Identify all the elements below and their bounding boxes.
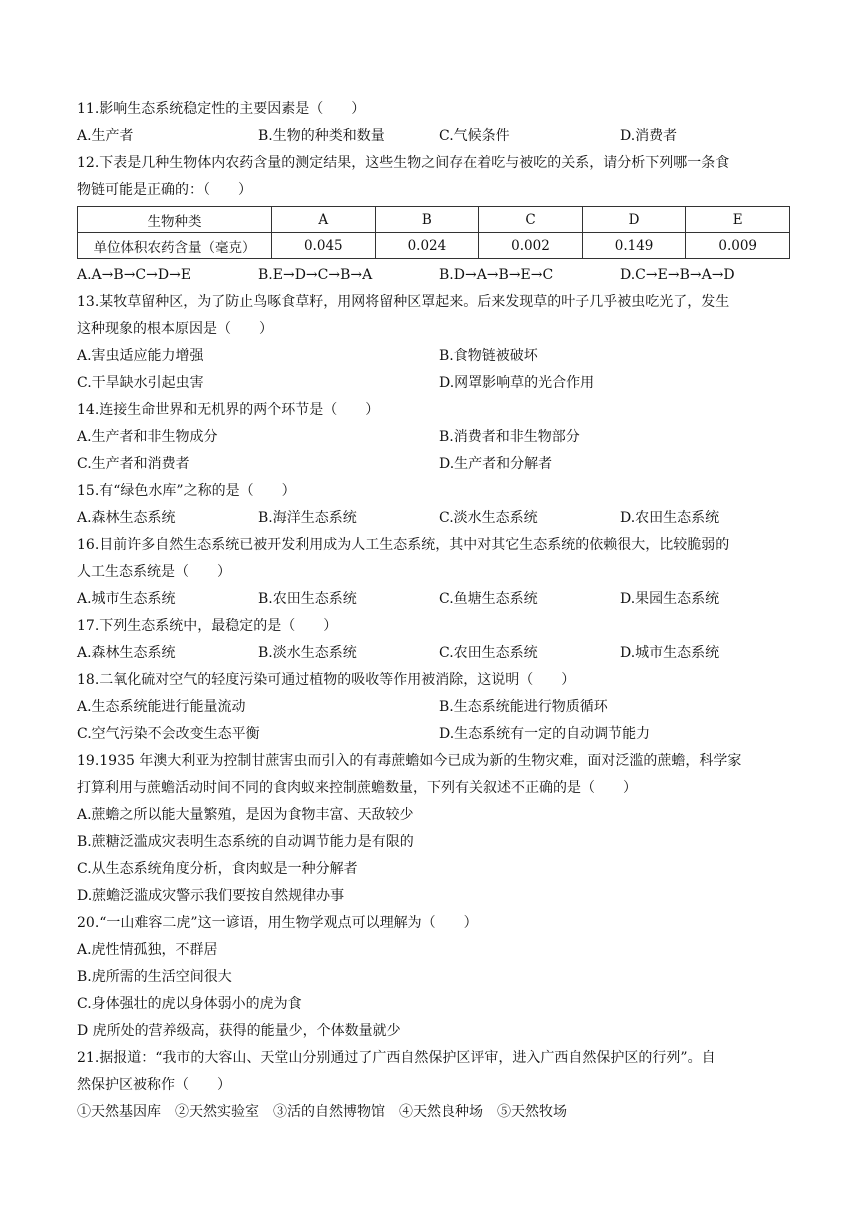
question-stem-line-2: 这种现象的根本原因是（ ） — [77, 321, 273, 337]
question-stem: 11.影响生态系统稳定性的主要因素是（ ） — [77, 101, 366, 117]
table-row — [78, 233, 790, 259]
question-stem-line-2: 打算利用与蔗蟾活动时间不同的食肉蚁来控制蔗蟾数量，下列有关叙述不正确的是（ ） — [77, 780, 637, 796]
option-c: C.干旱缺水引起虫害 — [77, 375, 204, 391]
table-cell: 0.045 — [272, 233, 376, 259]
table-cell: B — [375, 207, 479, 233]
option-b: B.海洋生态系统 — [258, 510, 357, 526]
options-row — [77, 343, 790, 370]
question-19 — [77, 748, 790, 910]
question-11 — [77, 96, 790, 150]
table-header-row — [78, 207, 790, 233]
option-c: C.农田生态系统 — [439, 645, 538, 661]
question-stem: 17.下列生态系统中，最稳定的是（ ） — [77, 618, 338, 634]
option-a: A.生态系统能进行能量流动 — [77, 699, 246, 715]
options-row — [77, 262, 790, 289]
option-d: D.农田生态系统 — [620, 510, 720, 526]
option-b: B.淡水生态系统 — [258, 645, 357, 661]
question-stem-line-2: 人工生态系统是（ ） — [77, 564, 231, 580]
option-d: D.果园生态系统 — [620, 591, 720, 607]
options-row — [77, 505, 790, 532]
option-c: C.空气污染不会改变生态平衡 — [77, 726, 260, 742]
question-18 — [77, 667, 790, 748]
table-cell: A — [272, 207, 376, 233]
numbered-choices: ①天然基因库 ②天然实验室 ③活的自然博物馆 ④天然良种场 ⑤天然牧场 — [77, 1104, 567, 1120]
option-a: A.A→B→C→D→E — [77, 267, 192, 283]
table-cell: 生物种类 — [78, 207, 272, 233]
option-a: A.虎性情孤独，不群居 — [77, 942, 218, 958]
question-stem-line-1: 13.某牧草留种区，为了防止鸟啄食草籽，用网将留种区罩起来。后来发现草的叶子几乎被虫吃光了，发生 — [77, 294, 730, 310]
option-d: D.生产者和分解者 — [439, 456, 553, 472]
option-b: B.生态系统能进行物质循环 — [439, 699, 608, 715]
table-cell: D — [582, 207, 686, 233]
question-stem-line-2: 然保护区被称作（ ） — [77, 1077, 231, 1093]
option-b: B.农田生态系统 — [258, 591, 357, 607]
pesticide-table — [77, 206, 790, 259]
question-15 — [77, 478, 790, 532]
question-21 — [77, 1045, 790, 1126]
question-17 — [77, 613, 790, 667]
options-row — [77, 694, 790, 721]
option-b: B.食物链被破坏 — [439, 348, 538, 364]
table-cell: 0.009 — [686, 233, 790, 259]
option-b: B.虎所需的生活空间很大 — [77, 969, 232, 985]
options-row — [77, 424, 790, 451]
question-12 — [77, 150, 790, 289]
option-c: C.从生态系统角度分析，食肉蚁是一种分解者 — [77, 861, 358, 877]
option-a: A.森林生态系统 — [77, 645, 176, 661]
table-cell: 单位体积农药含量（毫克） — [78, 233, 272, 259]
options-row — [77, 721, 790, 748]
option-d: D.C→E→B→A→D — [620, 267, 735, 283]
question-stem-line-2: 物链可能是正确的：（ ） — [77, 182, 252, 198]
option-d: D.蔗蟾泛滥成灾警示我们要按自然规律办事 — [77, 888, 345, 904]
option-c: C.生产者和消费者 — [77, 456, 190, 472]
question-stem: 15.有“绿色水库”之称的是（ ） — [77, 483, 296, 499]
option-c: C.身体强壮的虎以身体弱小的虎为食 — [77, 996, 302, 1012]
question-stem: 14.连接生命世界和无机界的两个环节是（ ） — [77, 402, 380, 418]
question-stem-line-1: 21.据报道：“我市的大容山、天堂山分别通过了广西自然保护区评审，进入广西自然保护区的行列”。自 — [77, 1050, 716, 1066]
question-20 — [77, 910, 790, 1045]
option-b: B.蔗糖泛滥成灾表明生态系统的自动调节能力是有限的 — [77, 834, 414, 850]
option-d: D.生态系统有一定的自动调节能力 — [439, 726, 651, 742]
option-a: A.生产者 — [77, 128, 134, 144]
options-row — [77, 586, 790, 613]
question-stem-line-1: 12.下表是几种生物体内农药含量的测定结果，这些生物之间存在着吃与被吃的关系，请分析下列哪一条食 — [77, 155, 730, 171]
option-d: D.城市生态系统 — [620, 645, 720, 661]
option-a: A.生产者和非生物成分 — [77, 429, 218, 445]
option-c: B.D→A→B→E→C — [439, 267, 554, 283]
option-a: A.森林生态系统 — [77, 510, 176, 526]
option-a: A.蔗蟾之所以能大量繁殖，是因为食物丰富、天敌较少 — [77, 807, 414, 823]
options-row — [77, 451, 790, 478]
question-13 — [77, 289, 790, 397]
option-d: D 虎所处的营养级高，获得的能量少，个体数量就少 — [77, 1023, 401, 1039]
option-b: B.E→D→C→B→A — [258, 267, 373, 283]
option-c: C.气候条件 — [439, 128, 510, 144]
question-stem: 18.二氧化硫对空气的轻度污染可通过植物的吸收等作用被消除，这说明（ ） — [77, 672, 576, 688]
question-page — [77, 96, 790, 1126]
question-stem-line-1: 16.目前许多自然生态系统已被开发利用成为人工生态系统，其中对其它生态系统的依赖很大，比较脆弱的 — [77, 537, 730, 553]
option-a: A.城市生态系统 — [77, 591, 176, 607]
question-stem-line-1: 19.1935 年澳大利亚为控制甘蔗害虫而引入的有毒蔗蟾如今已成为新的生物灾难，面对泛滥的蔗蟾，科学家 — [77, 753, 742, 769]
option-b: B.生物的种类和数量 — [258, 128, 385, 144]
options-row — [77, 640, 790, 667]
table-cell: C — [479, 207, 583, 233]
options-row — [77, 370, 790, 397]
option-c: C.淡水生态系统 — [439, 510, 538, 526]
question-16 — [77, 532, 790, 613]
table-cell: 0.149 — [582, 233, 686, 259]
option-a: A.害虫适应能力增强 — [77, 348, 204, 364]
question-14 — [77, 397, 790, 478]
option-b: B.消费者和非生物部分 — [439, 429, 580, 445]
question-stem: 20.“一山难容二虎”这一谚语，用生物学观点可以理解为（ ） — [77, 915, 478, 931]
table-cell: 0.002 — [479, 233, 583, 259]
option-d: D.消费者 — [620, 128, 678, 144]
options-row — [77, 123, 790, 150]
table-cell: E — [686, 207, 790, 233]
option-c: C.鱼塘生态系统 — [439, 591, 538, 607]
table-cell: 0.024 — [375, 233, 479, 259]
option-d: D.网罩影响草的光合作用 — [439, 375, 595, 391]
